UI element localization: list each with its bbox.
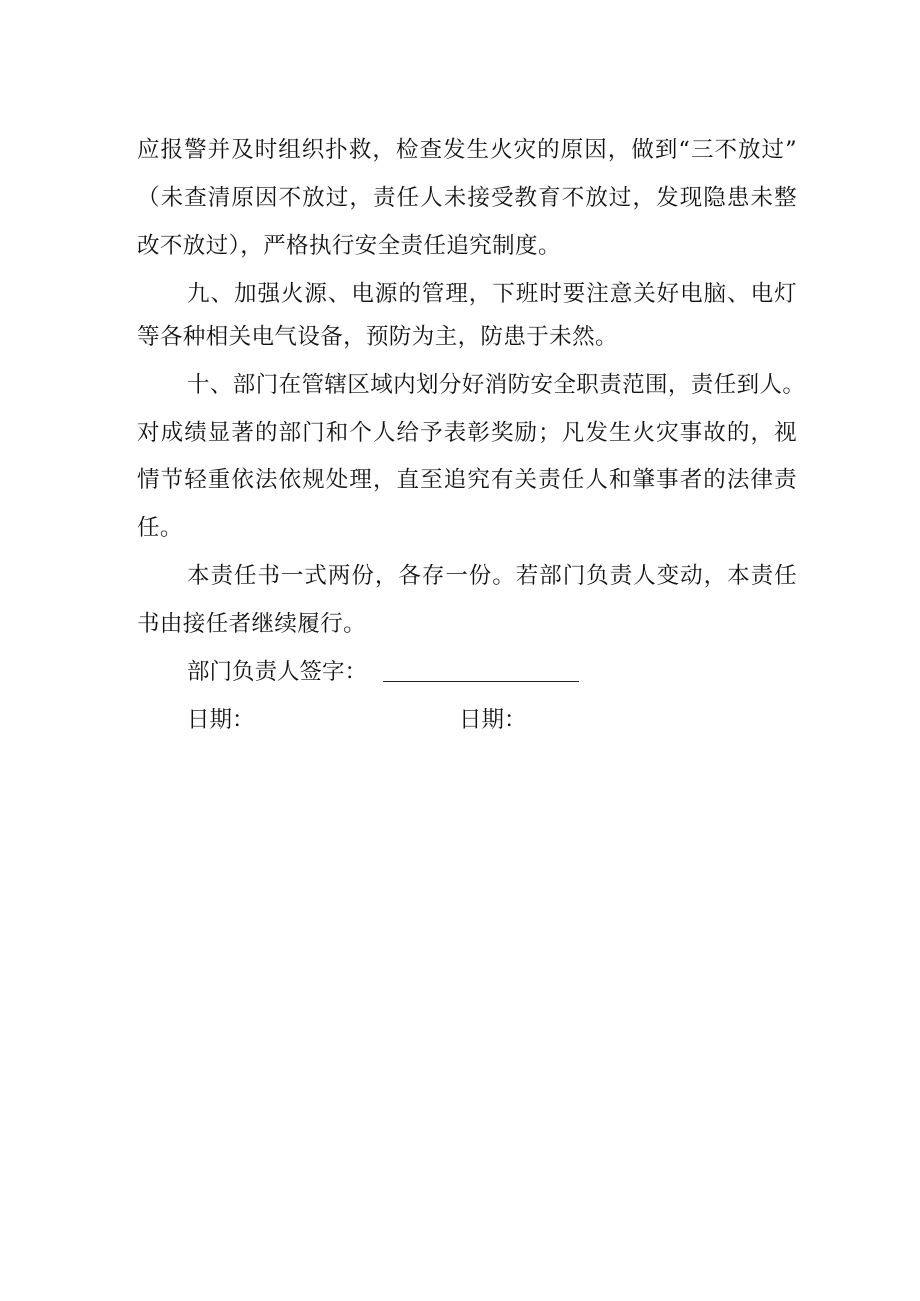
paragraph-8-line-2: （未查清原因不放过，责任人未接受教育不放过，发现隐患未整 [137,185,797,211]
paragraph-10-line-2: 对成绩显著的部门和个人给予表彰奖励；凡发生火灾事故的，视 [137,420,797,446]
paragraph-8-line-3: 改不放过），严格执行安全责任追究制度。 [137,233,561,259]
date-label-right: 日期： [459,707,527,733]
paragraph-8-line-1: 应报警并及时组织扑救，检查发生火灾的原因，做到“三不放过” [137,137,797,163]
paragraph-9-line-2: 等各种相关电气设备，预防为主，防患于未然。 [137,324,618,350]
signature-line [383,681,579,682]
paragraph-10-line-1: 十、部门在管辖区域内划分好消防安全职责范围，责任到人。 [187,372,806,398]
paragraph-9-line-1: 九、加强火源、电源的管理，下班时要注意关好电脑、电灯 [187,281,797,307]
paragraph-10-line-4: 任。 [137,515,183,541]
date-label-left: 日期： [187,707,255,733]
closing-paragraph-line-2: 书由接任者继续履行。 [137,611,367,637]
signature-label: 部门负责人签字： [187,659,368,685]
paragraph-10-line-3: 情节轻重依法依规处理，直至追究有关责任人和肇事者的法律责 [137,467,797,493]
closing-paragraph-line-1: 本责任书一式两份，各存一份。若部门负责人变动，本责任 [187,563,797,589]
